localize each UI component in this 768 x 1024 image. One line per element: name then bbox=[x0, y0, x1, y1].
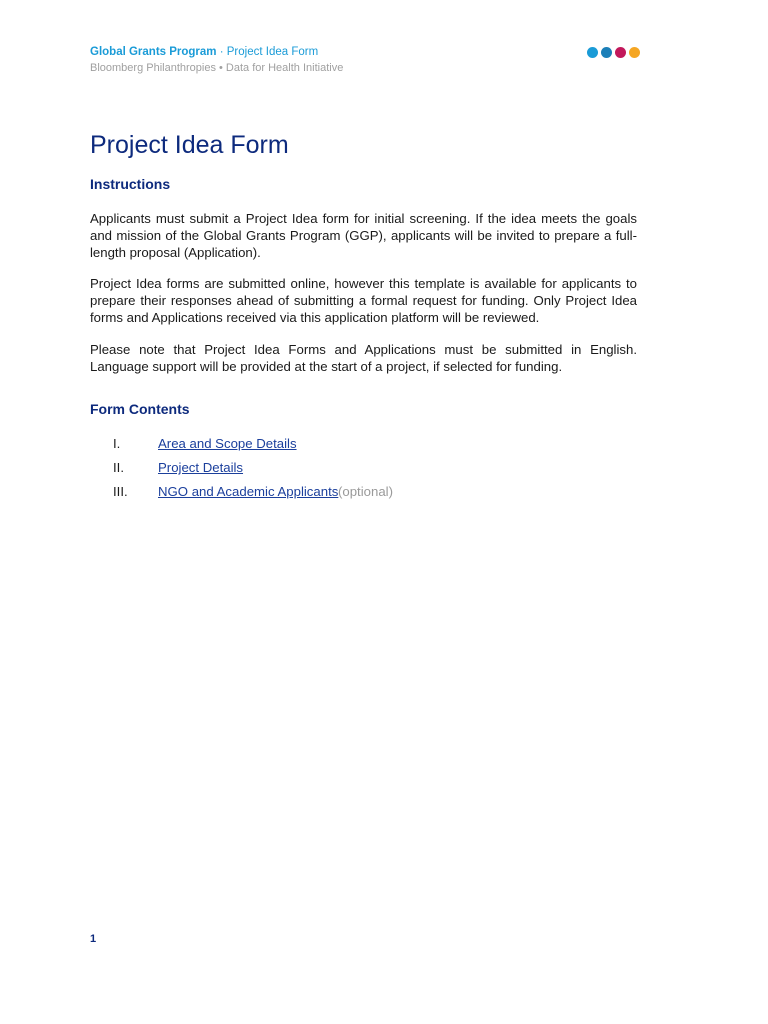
ngo-academic-applicants-link[interactable] bbox=[158, 483, 338, 500]
instructions-paragraph-2: Project Idea forms are submitted online, however this template is available for applicants to prepare their responses ahead of submitting a formal request for funding. Only Project Idea forms and Applications received via this application platform will be reviewed. bbox=[90, 276, 637, 325]
instructions-paragraph-1: Applicants must submit a Project Idea form for initial screening. If the idea meets the goals and mission of the Global Grants Program (GGP), applicants will be invited to prepare a full-length proposal (Application). bbox=[90, 211, 637, 260]
brand-dot-3 bbox=[615, 47, 626, 58]
header-form-name: Project Idea Form bbox=[226, 46, 319, 58]
page-title: Project Idea Form bbox=[90, 131, 289, 159]
page-number: 1 bbox=[90, 933, 97, 945]
instructions-paragraph-3: Please note that Project Idea Forms and Applications must be submitted in English. Language support will be provided at the start of a project, if selected for funding. bbox=[90, 342, 637, 374]
ngo-academic-applicants-link-label: NGO and Academic Applicants bbox=[158, 484, 339, 499]
brand-dots-logo bbox=[587, 47, 640, 58]
form-contents-list bbox=[90, 435, 637, 507]
list-item-number: III. bbox=[113, 484, 128, 499]
instructions-heading: Instructions bbox=[90, 176, 171, 192]
list-item-number: I. bbox=[113, 436, 121, 451]
brand-dot-1 bbox=[587, 47, 598, 58]
header-program-name: Global Grants Program bbox=[90, 46, 217, 58]
brand-dot-2 bbox=[601, 47, 612, 58]
list-item bbox=[90, 459, 637, 483]
optional-note: (optional) bbox=[338, 484, 393, 499]
page-header bbox=[90, 45, 640, 76]
list-item bbox=[90, 483, 637, 507]
form-contents-heading: Form Contents bbox=[90, 401, 190, 417]
header-subtitle: Bloomberg Philanthropies • Data for Health Initiative bbox=[90, 62, 344, 74]
project-details-link[interactable]: Project Details bbox=[158, 460, 244, 475]
header-title-line bbox=[90, 45, 640, 60]
list-item bbox=[90, 435, 637, 459]
brand-dot-4 bbox=[629, 47, 640, 58]
header-separator: · bbox=[216, 46, 227, 58]
list-item-number: II. bbox=[113, 460, 124, 475]
area-scope-details-link[interactable]: Area and Scope Details bbox=[158, 436, 297, 451]
